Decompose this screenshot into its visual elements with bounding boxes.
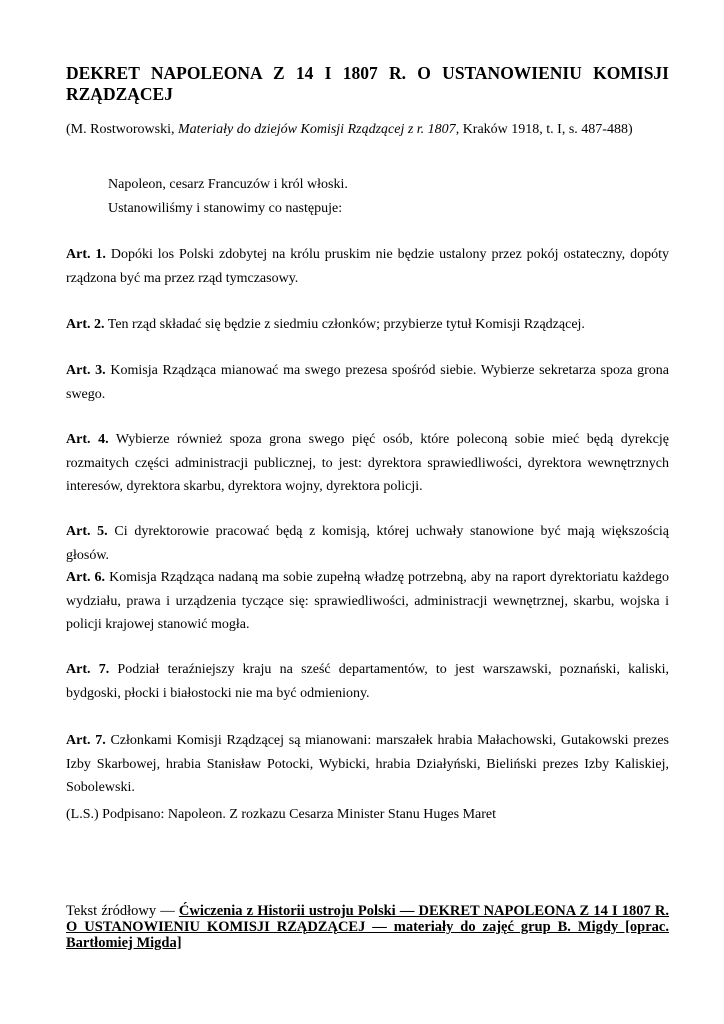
footer-source-note: [66, 903, 669, 951]
article-label: Art. 3.: [66, 363, 106, 378]
article-label: Art. 5.: [66, 524, 108, 539]
article-label: Art. 4.: [66, 432, 109, 447]
source-book-title: Materiały do dziejów Komisji Rządzącej z r. 1807: [178, 122, 456, 137]
article-7-members: [66, 729, 669, 800]
article-text: Ci dyrektorowie pracować będą z komisją, której uchwały stanowione być mają większością głosów.: [66, 524, 669, 563]
article-6: [66, 566, 669, 637]
intro-line-2: Ustanowiliśmy i stanowimy co następuje:: [108, 201, 343, 216]
article-2: [66, 313, 669, 337]
article-1: [66, 243, 669, 290]
article-5: [66, 520, 669, 567]
intro-line-1: Napoleon, cesarz Francuzów i król włoski.: [108, 177, 348, 192]
article-text: Członkami Komisji Rządzącej są mianowani: marszałek hrabia Małachowski, Gutakowski prezes Izby Skarbowej, hrabia Stanisław Potocki, Wybicki, hrabia Działyński, Bieliński prezes Izby Kaliskiej, Sobolewski.: [66, 733, 669, 795]
article-3: [66, 359, 669, 406]
source-prefix: (M. Rostworowski,: [66, 122, 179, 137]
source-suffix: , Kraków 1918, t. I, s. 487-488): [455, 122, 633, 137]
article-7: [66, 658, 669, 705]
article-label: Art. 7.: [66, 662, 110, 677]
document-title: DEKRET NAPOLEONA Z 14 I 1807 R. O USTANOWIENIU KOMISJI RZĄDZĄCEJ: [66, 63, 669, 104]
article-text: Wybierze również spoza grona swego pięć osób, które poleconą sobie mieć będą dyrekcję rozmaitych części administracji publicznej, to jest: dyrektora sprawiedliwości, dyrektora wewnętrznych interesów, dyrektora skarbu, dyrektora wojny, dyrektora policji.: [66, 432, 669, 494]
source-citation: [66, 121, 686, 139]
signature-line: (L.S.) Podpisano: Napoleon. Z rozkazu Cesarza Minister Stanu Huges Maret: [66, 807, 497, 822]
article-label: Art. 2.: [66, 317, 105, 332]
footer-source-title: Ćwiczenia z Historii ustroju Polski — DEKRET NAPOLEONA Z 14 I 1807 R. O USTANOWIENIU KOMISJI RZĄDZĄCEJ — materiały do zajęć grup B. Migdy [oprac. Bartłomiej Migda]: [66, 903, 670, 951]
article-label: Art. 1.: [66, 247, 106, 262]
article-label: Art. 7.: [66, 733, 106, 748]
article-text: Dopóki los Polski zdobytej na królu pruskim nie będzie ustalony przez pokój ostateczny, dopóty rządzona być ma przez rząd tymczasowy.: [66, 247, 669, 286]
article-text: Podział teraźniejszy kraju na sześć departamentów, to jest warszawski, poznański, kaliski, bydgoski, płocki i białostocki nie ma być odmieniony.: [66, 662, 669, 701]
footer-prefix: Tekst źródłowy —: [66, 903, 179, 919]
article-text: Komisja Rządząca mianować ma swego prezesa spośród siebie. Wybierze sekretarza spoza grona swego.: [66, 363, 669, 402]
article-text: Ten rząd składać się będzie z siedmiu członków; przybierze tytuł Komisji Rządzącej.: [104, 317, 585, 332]
article-4: [66, 428, 669, 499]
article-text: Komisja Rządząca nadaną ma sobie zupełną władzę potrzebną, aby na raport dyrektoriatu każdego wydziału, prawa i urządzenia tyczące się: sprawiedliwości, administracji wewnętrznej, skarbu, wojska i policji krajowej stanowić mogła.: [66, 570, 669, 632]
article-label: Art. 6.: [66, 570, 106, 585]
